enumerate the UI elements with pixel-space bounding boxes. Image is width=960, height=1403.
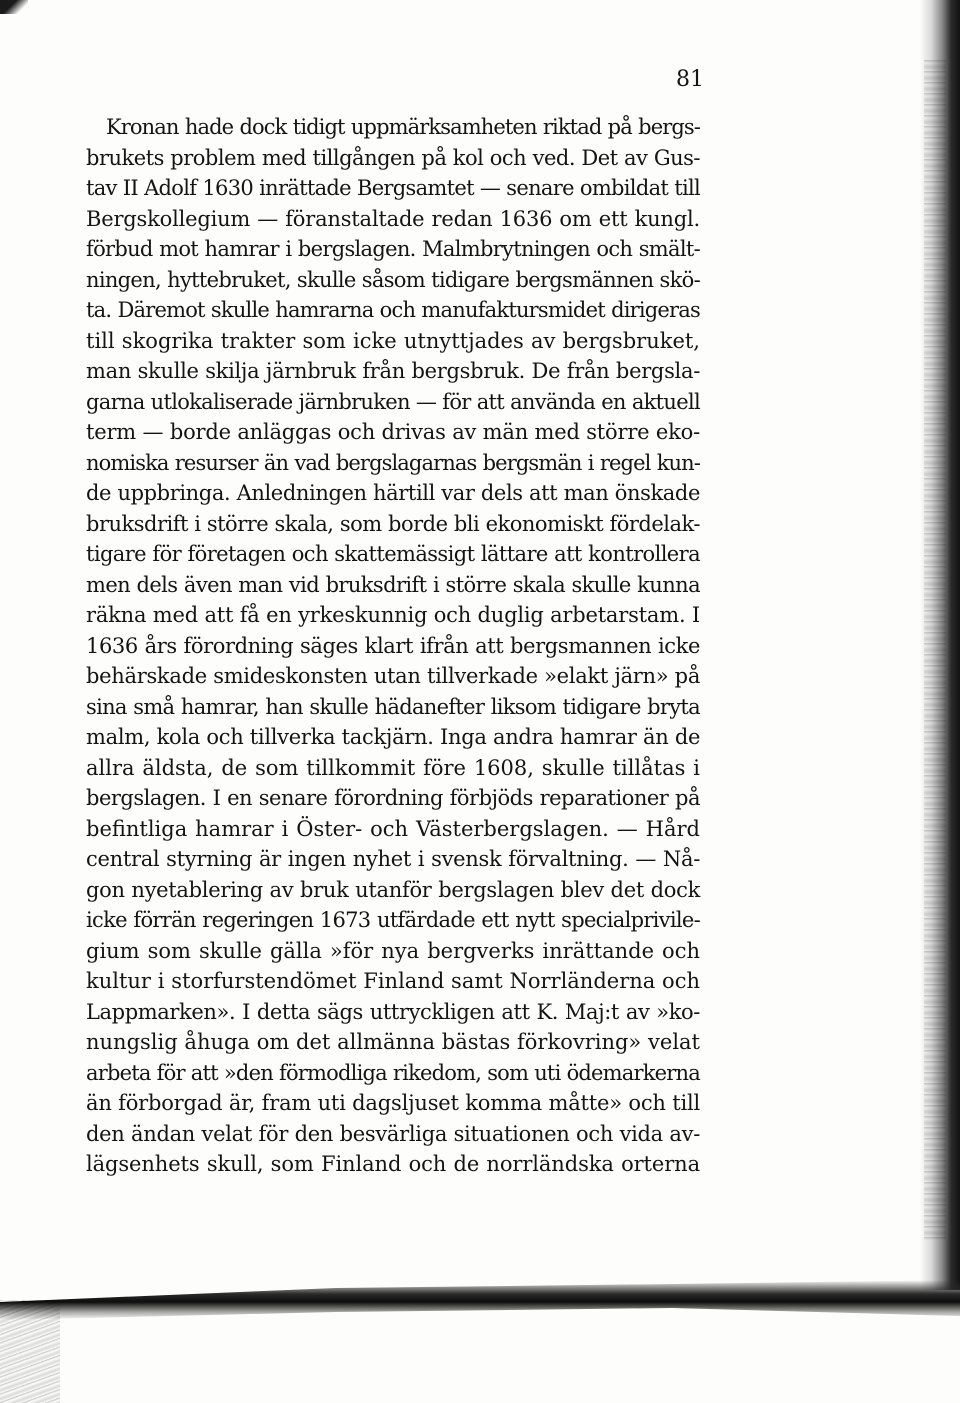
text-line: Lappmarken». I detta sägs uttryckligen att K. Maj:t av »ko- [86, 999, 700, 1024]
text-line: Kronan hade dock tidigt uppmärksamheten riktad på bergs- [106, 115, 700, 139]
scan-edge-bottom [0, 1280, 960, 1320]
text-line: sina små hamrar, han skulle hädanefter liksom tidigare bryta [86, 694, 700, 719]
text-line: förbud mot hamrar i bergslagen. Malmbrytningen och smält- [86, 237, 700, 261]
text-line: nungslig åhuga om det allmänna bästas förkovring» velat [86, 1030, 700, 1054]
text-line: tav II Adolf 1630 inrättade Bergsamtet — senare ombildat till [86, 176, 700, 200]
body-text [86, 112, 700, 1180]
text-line: bergslagen. I en senare förordning förbjöds reparationer på [86, 786, 700, 810]
text-line: ta. Däremot skulle hamrarna och manufaktursmidet dirigeras [86, 298, 700, 322]
text-line: behärskade smideskonsten utan tillverkade »elakt järn» på [86, 664, 701, 688]
text-line: ningen, hyttebruket, skulle såsom tidigare bergsmännen skö- [86, 267, 700, 292]
text-line: arbeta för att »den förmodliga rikedom, som uti ödemarkerna [86, 1060, 700, 1085]
text-line: nomiska resurser än vad bergslagarnas bergsmän i regel kun- [86, 450, 700, 475]
text-line: Bergskollegium — föranstaltade redan 1636 om ett kungl. [86, 206, 700, 231]
text-line: brukets problem med tillgången på kol och ved. Det av Gus- [86, 145, 700, 170]
text-line: lägsenhets skull, som Finland och de norrländska orterna [86, 1152, 700, 1176]
scan-edge-speckle [924, 60, 946, 1240]
text-line: allra äldsta, de som tillkommit före 1608, skulle tillåtas i [86, 755, 700, 780]
text-line: tigare för företagen och skattemässigt lättare att kontrollera [86, 542, 700, 566]
page-number: 81 [676, 67, 704, 92]
text-line: men dels även man vid bruksdrift i större skala skulle kunna [86, 572, 700, 597]
scan-corner-artifact [0, 0, 28, 14]
text-line: malm, kola och tillverka tackjärn. Inga andra hamrar än de [86, 725, 701, 749]
text-line: kultur i storfurstendömet Finland samt Norrländerna och [86, 969, 700, 993]
scan-corner-bottom-left [0, 1300, 60, 1403]
text-line: än förborgad är, fram uti dagsljuset komma måtte» och till [86, 1091, 700, 1115]
text-line: bruksdrift i större skala, som borde bli ekonomiskt fördelak- [86, 511, 700, 536]
text-line: icke förrän regeringen 1673 utfärdade ett nytt specialprivile- [86, 908, 700, 932]
text-line: gon nyetablering av bruk utanför bergslagen blev det dock [86, 877, 700, 902]
text-line: man skulle skilja järnbruk från bergsbruk. De från bergsla- [86, 359, 700, 383]
text-line: term — borde anläggas och drivas av män med större eko- [86, 420, 700, 444]
text-line: garna utlokaliserade järnbruken — för att använda en aktuell [86, 389, 700, 414]
text-line: gium som skulle gälla »för nya bergverks inrättande och [86, 938, 700, 963]
text-line: till skogrika trakter som icke utnyttjades av bergsbruket, [86, 328, 700, 353]
text-line: räkna med att få en yrkeskunnig och duglig arbetarstam. I [86, 603, 700, 627]
text-line: 1636 års förordning säges klart ifrån att bergsmannen icke [86, 633, 700, 658]
text-line: den ändan velat för den besvärliga situationen och vida av- [86, 1121, 700, 1146]
text-line: de uppbringa. Anledningen härtill var dels att man önskade [86, 481, 700, 505]
text-line: central styrning är ingen nyhet i svensk förvaltning. — Nå- [86, 847, 700, 871]
text-line: befintliga hamrar i Öster- och Västerbergslagen. — Hård [86, 816, 700, 841]
